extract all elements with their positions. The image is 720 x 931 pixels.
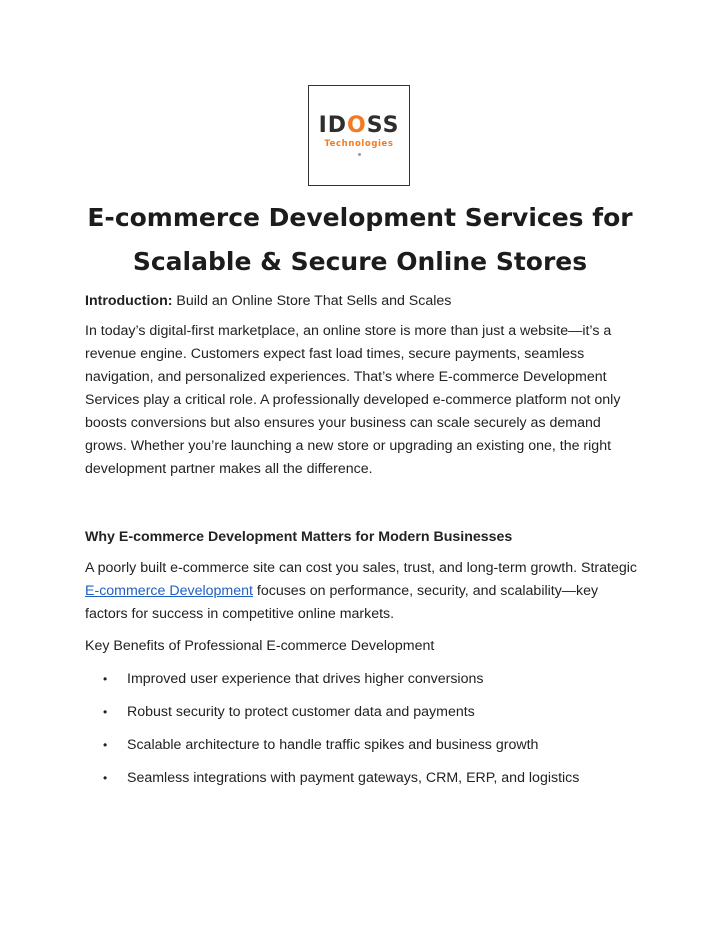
company-logo xyxy=(308,85,410,186)
list-item xyxy=(85,767,640,800)
bullet-icon: • xyxy=(103,672,108,686)
bullet-icon: • xyxy=(103,771,108,785)
intro-text: Build an Online Store That Sells and Scales xyxy=(172,293,452,309)
bullet-icon: • xyxy=(103,705,108,719)
section-heading: Why E-commerce Development Matters for Modern Businesses xyxy=(85,529,513,545)
list-item xyxy=(85,701,640,734)
benefits-list xyxy=(85,668,640,800)
list-item-text: Seamless integrations with payment gateways, CRM, ERP, and logistics xyxy=(127,770,580,786)
ecommerce-development-link[interactable]: E-commerce Development xyxy=(85,583,253,599)
section-paragraph xyxy=(85,557,640,626)
paragraph-text-before: A poorly built e-commerce site can cost you sales, trust, and long-term growth. Strategic xyxy=(85,560,637,576)
page-title: E-commerce Development Services for Scalable & Secure Online Stores xyxy=(87,203,633,276)
logo-wordmark: IDOSS xyxy=(318,113,400,138)
bullet-icon: • xyxy=(103,738,108,752)
list-item-text: Improved user experience that drives higher conversions xyxy=(127,671,484,687)
list-item xyxy=(85,668,640,701)
list-item-text: Scalable architecture to handle traffic spikes and business growth xyxy=(127,737,539,753)
logo-tagline: Technologies xyxy=(324,139,394,149)
document-body xyxy=(85,290,640,800)
logo-dot xyxy=(358,153,361,156)
paragraph-text-after: focuses on performance, security, and scalability—key factors for success in competitive online markets. xyxy=(85,583,599,622)
intro-label: Introduction: xyxy=(85,293,173,309)
intro-line xyxy=(85,290,640,313)
list-item-text: Robust security to protect customer data and payments xyxy=(127,704,475,720)
list-item xyxy=(85,734,640,767)
intro-paragraph: In today’s digital-first marketplace, an online store is more than just a website—it’s a revenue engine. Customers expect fast load times, secure payments, seamless navigation, and personalized experiences. That’s where E-commerce Development Services play a critical role. A professionally developed e-commerce platform not only boosts conversions but also ensures your business can scale securely as demand grows. Whether you’re launching a new store or upgrading an existing one, the right development partner makes all the difference. xyxy=(85,323,621,477)
benefits-heading: Key Benefits of Professional E-commerce Development xyxy=(85,638,435,654)
